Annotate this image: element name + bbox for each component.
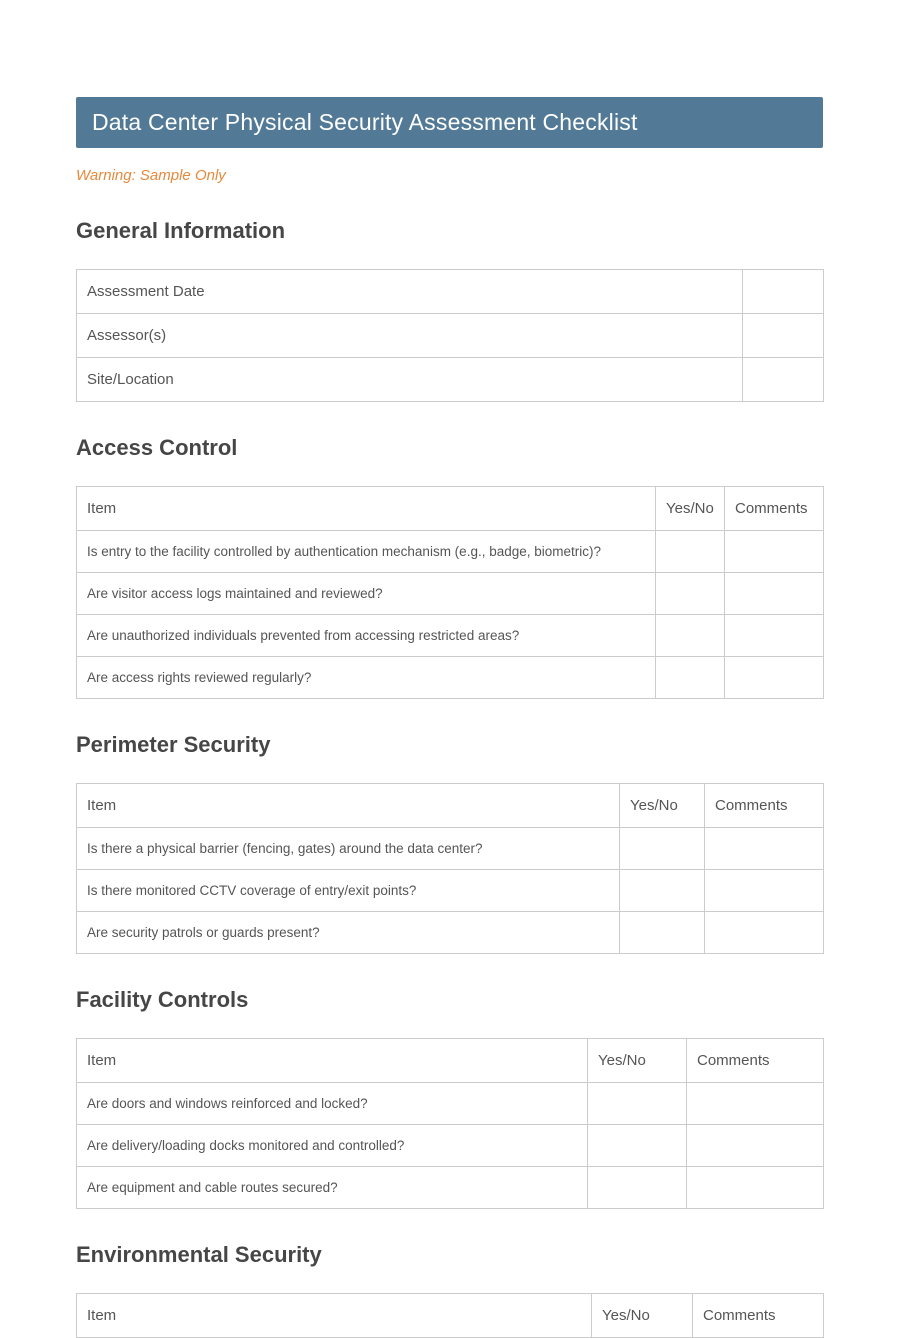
column-header-item: Item [77, 487, 656, 531]
comments-cell [705, 870, 824, 912]
item-cell: Are access rights reviewed regularly? [77, 657, 656, 699]
field-value-cell [743, 358, 824, 402]
column-header-yes-no: Yes/No [656, 487, 725, 531]
facility-controls-table [76, 1038, 824, 1209]
item-cell: Are delivery/loading docks monitored and controlled? [77, 1125, 588, 1167]
item-cell: Are equipment and cable routes secured? [77, 1167, 588, 1209]
column-header-yes-no: Yes/No [588, 1039, 687, 1083]
comments-cell [725, 657, 824, 699]
yes-no-cell [620, 870, 705, 912]
column-header-item: Item [77, 784, 620, 828]
field-label-cell: Assessment Date [77, 270, 743, 314]
access-control-table [76, 486, 824, 699]
table-row [77, 1125, 824, 1167]
yes-no-cell [620, 828, 705, 870]
title-banner [76, 97, 823, 148]
column-header-item: Item [77, 1039, 588, 1083]
environmental-security-table [76, 1293, 824, 1338]
field-value-cell [743, 270, 824, 314]
table-row [77, 615, 824, 657]
warning-text: Warning: Sample Only [76, 167, 226, 184]
table-row [77, 531, 824, 573]
table-row [77, 1083, 824, 1125]
field-label-cell: Assessor(s) [77, 314, 743, 358]
comments-cell [705, 912, 824, 954]
table-row [77, 870, 824, 912]
comments-cell [687, 1083, 824, 1125]
table-row [77, 573, 824, 615]
yes-no-cell [588, 1125, 687, 1167]
table-row [77, 314, 824, 358]
table-header-row [77, 487, 824, 531]
yes-no-cell [656, 531, 725, 573]
yes-no-cell [656, 615, 725, 657]
field-value-cell [743, 314, 824, 358]
comments-cell [725, 573, 824, 615]
comments-cell [687, 1167, 824, 1209]
yes-no-cell [656, 657, 725, 699]
item-cell: Are unauthorized individuals prevented from accessing restricted areas? [77, 615, 656, 657]
table-header-row [77, 784, 824, 828]
comments-cell [725, 615, 824, 657]
section-heading-access-control: Access Control [76, 435, 238, 460]
section-heading-facility-controls: Facility Controls [76, 987, 249, 1012]
section-heading-environmental-security: Environmental Security [76, 1242, 322, 1267]
section-heading-general-information: General Information [76, 218, 286, 243]
column-header-yes-no: Yes/No [620, 784, 705, 828]
table-header-row [77, 1039, 824, 1083]
yes-no-cell [656, 573, 725, 615]
item-cell: Is entry to the facility controlled by authentication mechanism (e.g., badge, biometric)? [77, 531, 656, 573]
yes-no-cell [588, 1167, 687, 1209]
table-row [77, 270, 824, 314]
table-row [77, 1167, 824, 1209]
perimeter-security-table [76, 783, 824, 954]
field-label-cell: Site/Location [77, 358, 743, 402]
item-cell: Is there a physical barrier (fencing, gates) around the data center? [77, 828, 620, 870]
comments-cell [705, 828, 824, 870]
general-information-table [76, 269, 824, 402]
column-header-yes-no: Yes/No [592, 1294, 693, 1338]
comments-cell [725, 531, 824, 573]
item-cell: Are doors and windows reinforced and locked? [77, 1083, 588, 1125]
table-row [77, 657, 824, 699]
yes-no-cell [620, 912, 705, 954]
column-header-comments: Comments [725, 487, 824, 531]
page-title: Data Center Physical Security Assessment Checklist [92, 109, 638, 135]
table-header-row [77, 1294, 824, 1338]
column-header-comments: Comments [705, 784, 824, 828]
table-row [77, 828, 824, 870]
column-header-item: Item [77, 1294, 592, 1338]
table-row [77, 358, 824, 402]
column-header-comments: Comments [693, 1294, 824, 1338]
comments-cell [687, 1125, 824, 1167]
item-cell: Are visitor access logs maintained and reviewed? [77, 573, 656, 615]
section-heading-perimeter-security: Perimeter Security [76, 732, 271, 757]
item-cell: Is there monitored CCTV coverage of entry/exit points? [77, 870, 620, 912]
yes-no-cell [588, 1083, 687, 1125]
item-cell: Are security patrols or guards present? [77, 912, 620, 954]
table-row [77, 912, 824, 954]
column-header-comments: Comments [687, 1039, 824, 1083]
